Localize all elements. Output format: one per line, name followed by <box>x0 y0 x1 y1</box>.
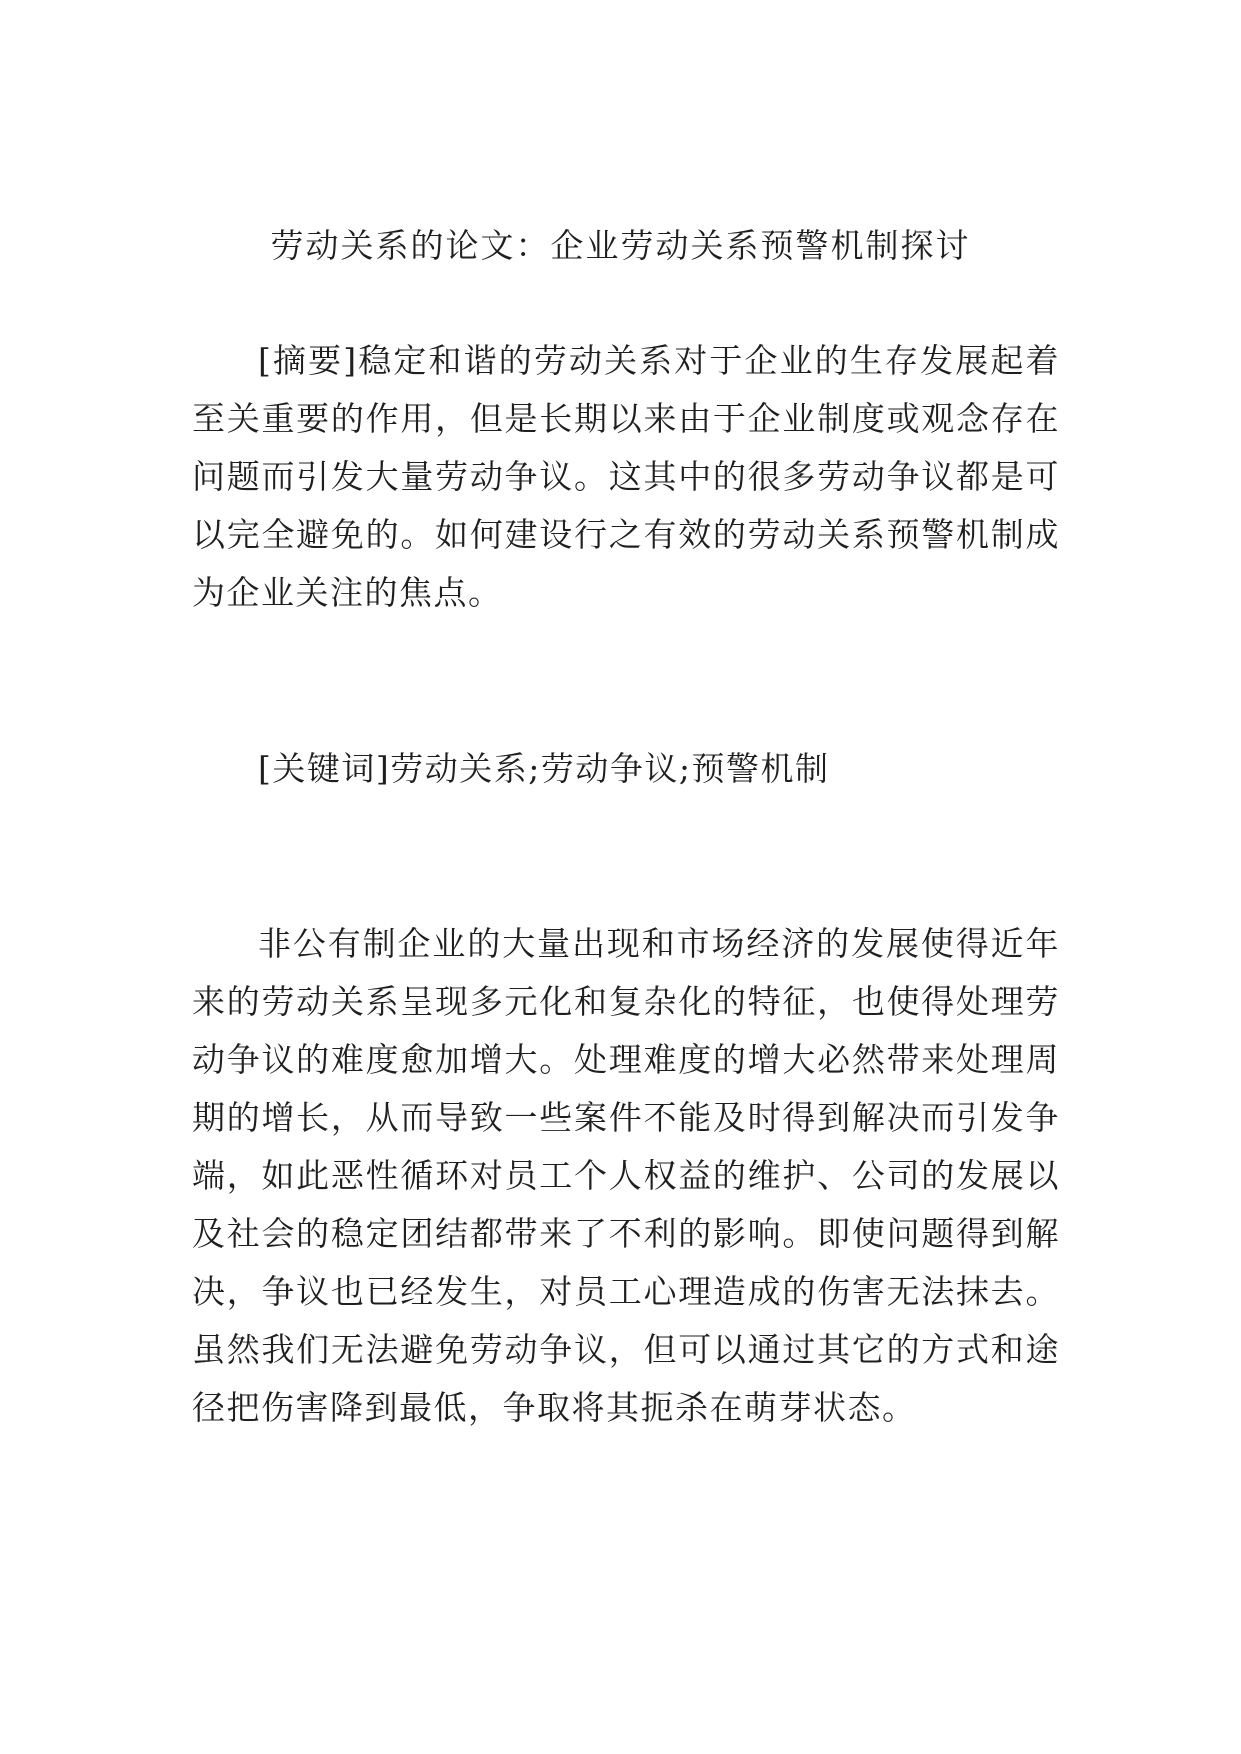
body-paragraph: 非公有制企业的大量出现和市场经济的发展使得近年来的劳动关系呈现多元化和复杂化的特征，也使得处理劳动争议的难度愈加增大。处理难度的增大必然带来处理周期的增长，从而导致一些案件不能及时得到解决而引发争端，如此恶性循环对员工个人权益的维护、公司的发展以及社会的稳定团结都带来了不利的影响。即使问题得到解决，争议也已经发生，对员工心理造成的伤害无法抹去。虽然我们无法避免劳动争议，但可以通过其它的方式和途径把伤害降到最低，争取将其扼杀在萌芽状态。 <box>192 924 1060 1427</box>
document-title: 劳动关系的论文：企业劳动关系预警机制探讨 <box>270 226 971 265</box>
abstract-paragraph: [摘要]稳定和谐的劳动关系对于企业的生存发展起着至关重要的作用，但是长期以来由于企业制度或观念存在问题而引发大量劳动争议。这其中的很多劳动争议都是可以完全避免的。如何建设行之有效的劳动关系预警机制成为企业关注的焦点。 <box>192 341 1060 612</box>
keywords-paragraph: [关键词]劳动关系;劳动争议;预警机制 <box>258 749 830 788</box>
